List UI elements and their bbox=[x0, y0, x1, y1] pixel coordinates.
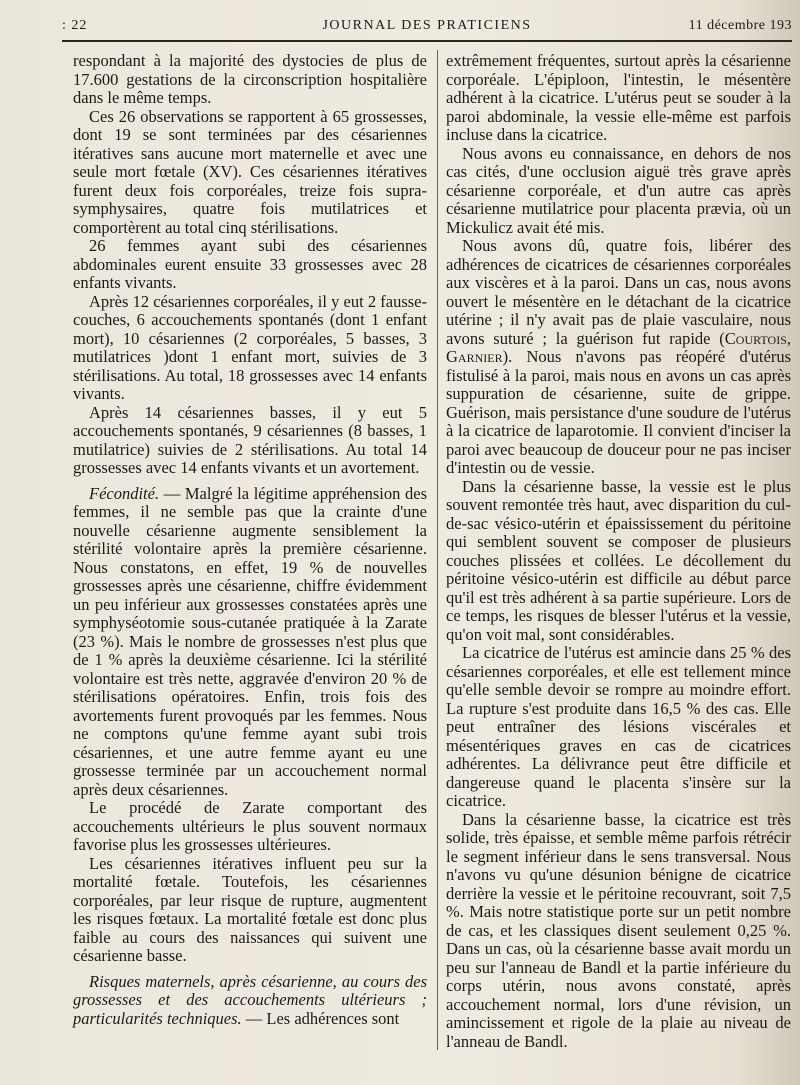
left-column bbox=[73, 52, 427, 1028]
paragraph-text: ). Nous n'avons pas réopéré d'utérus fistulisé à la paroi, mais nous en avons un cas après suppuration de césarienne, suite de grippe. Guérison, mais persistance d'une soudure de l'utérus à la cicatrice de laparotomie. Il convient d'inciser la paroi avec beaucoup de douceur pour ne pas inciser d'intestin ou de vessie. bbox=[446, 347, 791, 477]
paragraph: Le procédé de Zarate comportant des accouchements ultérieurs le plus souvent normaux favorise plus les grossesses ultérieures. bbox=[73, 798, 427, 854]
author-name: Garnier bbox=[446, 347, 503, 366]
paragraph-text: — Malgré la légitime appréhension des femmes, il ne semble pas que la crainte d'une nouvelle césarienne augmente sensiblement la stérilité volontaire après la première césarienne. Nous constatons, en effet, 19 % de nouvelles grossesses après une césarienne, chiffre évidemment un peu inférieur aux grossesses constatées après une symphyséotomie sous-cutanée pratiquée à la Zarate (23 %). Mais le nombre de grossesses n'est plus que de 1 % après la deuxième césarienne. Ici la stérilité volontaire est très nette, aggravée d'environ 20 % de stérilisations opératoires. Enfin, trois fois des avortements furent provoqués par les femmes. Nous ne comptons qu'une femme ayant subi trois césariennes, et une autre femme ayant eu une grossesse terminée par un accouchement normal après deux césariennes. bbox=[73, 483, 427, 799]
section-title: Risques maternels, après césarienne, au cours des grossesses et des accouchements ultérieurs ; particularités techniques. bbox=[73, 971, 427, 1028]
paragraph-fecondite bbox=[73, 485, 427, 800]
paragraph: Nous avons eu connaissance, en dehors de nos cas cités, d'une occlusion aiguë très grave après césarienne corporéale, et d'un autre cas après césarienne mutilatrice pour placenta prævia, où un Mickulicz avait été mis. bbox=[446, 143, 791, 237]
section-title: Fécondité. bbox=[89, 483, 160, 503]
paragraph: Après 12 césariennes corporéales, il y eut 2 fausse-couches, 6 accouchements spontanés (dont 1 enfant mort), 10 césariennes (2 corporéales, 5 basses, 3 mutilatrices )dont 1 enfant mort, suivies de 3 stérilisations. Au total, 18 grossesses avec 14 enfants vivants. bbox=[73, 291, 427, 403]
paragraph: respondant à la majorité des dystocies de plus de 17.600 gestations de la circonscription hospitalière dans le même temps. bbox=[73, 51, 427, 107]
separator: , bbox=[786, 328, 791, 348]
paragraph: Ces 26 observations se rapportent à 65 grossesses, dont 19 se sont terminées par des césariennes itératives sans aucune mort maternelle et avec une seule mort fœtale (XV). Ces césariennes itératives furent deux fois corporéales, treize fois supra-symphysaires, quatre fois mutilatrices et comportèrent au total cinq stérilisations. bbox=[73, 106, 427, 237]
paragraph-risques bbox=[73, 973, 427, 1029]
paragraph-text: — Les adhérences sont bbox=[241, 1008, 400, 1028]
paragraph: La cicatrice de l'utérus est amincie dans 25 % des césariennes corporéales, et elle est tellement mince qu'elle semble devoir se rompre au moindre effort. La rupture s'est produite dans 16,5 % des cas. Elle peut entraîner des lésions viscérales et mésentériques graves en cas de cicatrices adhérentes. La délivrance peut être difficile et dangereuse quand le placenta s'insère sur la cicatrice. bbox=[446, 643, 791, 810]
author-name: Courtois bbox=[724, 328, 787, 348]
paragraph: Après 14 césariennes basses, il y eut 5 accouchements spontanés, 9 césariennes (8 basses, 1 mutilatrice) suivies de 2 stérilisations. Au total 14 grossesses avec 14 enfants vivants et un avortement. bbox=[73, 402, 427, 477]
running-header bbox=[62, 14, 792, 36]
column-divider bbox=[437, 50, 438, 1050]
header-rule bbox=[62, 40, 792, 42]
journal-title: JOURNAL DES PRATICIENS bbox=[322, 18, 532, 33]
paragraph: 26 femmes ayant subi des césariennes abdominales eurent ensuite 33 grossesses avec 28 enfants vivants. bbox=[73, 236, 427, 292]
paragraph: Les césariennes itératives influent peu sur la mortalité fœtale. Toutefois, les césariennes corporéales, par leur risque de rupture, augmentent les risques fœtaux. La mortalité fœtale est donc plus faible au cours des naissances qui suivent une césarienne basse. bbox=[73, 853, 427, 965]
page-number: : 22 bbox=[62, 18, 88, 33]
right-column bbox=[446, 52, 791, 1051]
paragraph: extrêmement fréquentes, surtout après la césarienne corporéale. L'épiploon, l'intestin, le mésentère adhérent à la cicatrice. L'utérus peut se souder à la paroi abdominale, la vessie elle-même est parfois incluse dans la cicatrice. bbox=[446, 51, 791, 144]
paragraph: Dans la césarienne basse, la cicatrice est très solide, très épaisse, et semble même parfois rétrécir le segment inférieur dans le sens transversal. Nous n'avons vu qu'une désunion bénigne de cicatrice derrière la vessie et le péritoine recouvrant, soit 7,5 %. Mais notre statistique porte sur un petit nombre de cas, et les classiques disent seulement 0,25 %. Dans un cas, où la césarienne basse avait mordu un peu sur l'anneau de Bandl et la partie inférieure du corps utérin, nous avons constaté, après accouchement normal, lors d'une révision, un amincissement et rigole de la plaie au niveau de l'anneau de Bandl. bbox=[446, 809, 791, 1051]
paragraph-adherences bbox=[446, 237, 791, 478]
paragraph-text: Nous avons dû, quatre fois, libérer des adhérences de cicatrices de césariennes corporéales aux viscères et à la paroi. Dans un cas, nous avons ouvert le mésentère en le détachant de la cicatrice utérine ; il n'y avait pas de plaie vasculaire, nous avons suturé ; la guérison fut rapide ( bbox=[446, 236, 791, 348]
paragraph: Dans la césarienne basse, la vessie est le plus souvent remontée très haut, avec disparition du cul-de-sac vésico-utérin et épaississement du péritoine qui semblent souvent se composer de plusieurs couches plissées et collées. Le décollement du péritoine vésico-utérin est difficile au début parce qu'il est très adhérent à sa partie supérieure. Lors de ce temps, les risques de blesser l'utérus et la vessie, qu'on voit mal, sont considérables. bbox=[446, 476, 791, 644]
issue-date: 11 décembre 193 bbox=[688, 18, 792, 33]
